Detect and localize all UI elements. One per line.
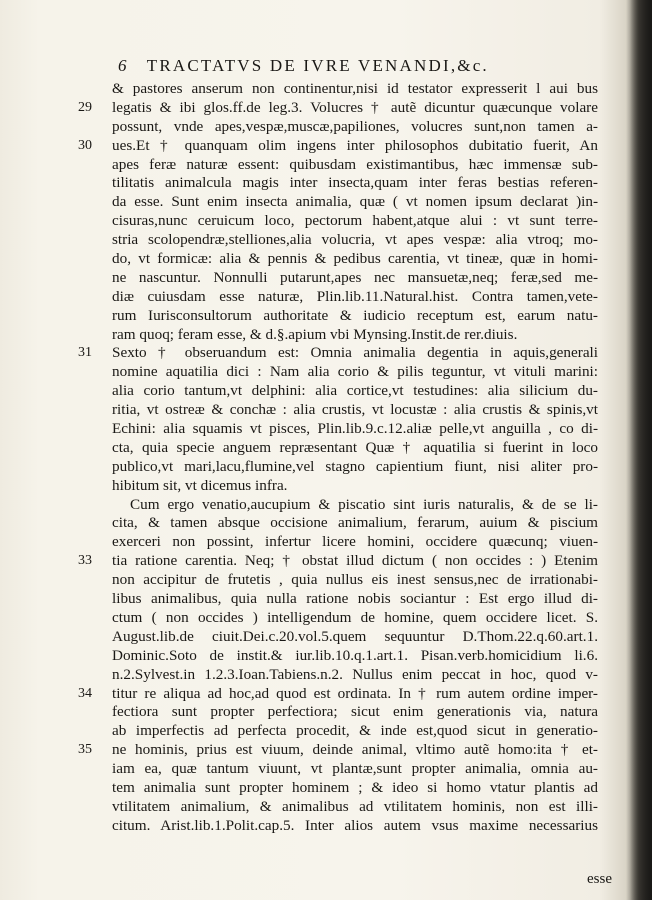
line-text: ritia, vt ostreæ & conchæ : alia crustis, vt locustæ : alia crustis & spinis,vt — [112, 401, 598, 419]
text-line — [78, 798, 618, 817]
text-line — [78, 269, 618, 288]
line-text: tilitatis animalcula magis inter insecta,quam inter feras bestias referen- — [112, 174, 598, 192]
line-text: tem animalia sunt propter hominem ; & ideo si homo vtatur plantis ad — [112, 778, 598, 796]
text-line — [78, 590, 618, 609]
text-line — [78, 118, 618, 137]
text-line — [78, 382, 618, 401]
text-line — [78, 363, 618, 382]
text-line — [78, 647, 618, 666]
text-line — [78, 628, 618, 647]
text-line — [78, 439, 618, 458]
line-text: rum Iurisconsultorum authoritate & iudicio receptum est, earum natu- — [112, 306, 598, 324]
line-text: tia ratione carentia. Neq; † obstat illud dictum ( non occides : ) Etenim — [112, 552, 598, 570]
line-text: Echini: alia squamis vt pisces, Plin.lib.9.c.12.aliæ pelle,vt anguilla , co di- — [112, 420, 598, 438]
catchword: esse — [587, 871, 612, 887]
margin-number: 35 — [78, 742, 92, 758]
text-line — [78, 496, 618, 515]
line-text: n.2.Sylvest.in 1.2.3.Ioan.Tabiens.n.2. Nullus enim peccat in hoc, quod v- — [112, 665, 598, 683]
line-text: stria scolopendræ,stelliones,alia volucria, vt apes vespæ: alia vtroq; mo- — [112, 231, 598, 249]
text-line — [78, 552, 618, 571]
line-text: & pastores anserum non continentur,nisi id testator expresserit l aui bus — [112, 80, 598, 97]
text-line — [78, 156, 618, 175]
text-line — [78, 307, 618, 326]
text-line — [78, 817, 618, 836]
line-text: fectiora sunt propter perfectiora; sicut enim generationis via, natura — [112, 703, 598, 721]
line-text: da esse. Sunt enim insecta animalia, quæ ( vt nomen ipsum declarat )in- — [112, 193, 598, 211]
line-text: legatis & ibi glos.ff.de leg.3. Volucres † autẽ dicuntur quæcunque volare — [112, 98, 598, 116]
margin-number: 31 — [78, 345, 92, 361]
text-line — [78, 458, 618, 477]
text-line — [78, 137, 618, 156]
line-text: publico,vt mari,lacu,flumine,vel stagno capientium fiunt, nisi aliter pro- — [112, 457, 598, 475]
text-line — [78, 99, 618, 118]
text-line — [78, 174, 618, 193]
line-text: iam ea, quæ tantum viuunt, vt plantæ,sunt propter animalia, omnia au- — [112, 760, 598, 778]
line-text: libus animalibus, quia nulla ratione nobis sociantur : Est ergo illud di- — [112, 590, 598, 608]
page-number: 6 — [118, 56, 128, 75]
text-line — [78, 741, 618, 760]
page-edge-shadow — [630, 0, 652, 900]
margin-number: 34 — [78, 685, 92, 701]
text-line — [78, 193, 618, 212]
text-line — [78, 609, 618, 628]
text-line — [78, 401, 618, 420]
line-text: vtilitatem animalium, & animalibus ad vtilitatem hominis, non est illi- — [112, 797, 598, 815]
line-text: alia corio tantum,vt delphini: alia cortice,vt testudines: alia silicium du- — [112, 382, 598, 400]
margin-number: 30 — [78, 137, 92, 153]
line-text: non accipitur de frutetis , quia nullus eis inest sensus,nec de irrationabi- — [112, 571, 598, 589]
line-text: cta, quia specie anguem repræsentant Quæ † aquatilia si fuerint in loco — [112, 438, 598, 456]
text-line — [78, 477, 618, 496]
line-text: exerceri non possint, infertur licere homini, occidere quæcunq; viuen- — [112, 533, 598, 551]
text-line — [78, 344, 618, 363]
running-header — [118, 56, 518, 78]
line-text: ab imperfectis ad perfecta procedit, & inde est,quod sicut in generatio- — [112, 722, 598, 740]
line-text: titur re aliqua ad hoc,ad quod est ordinata. In † rum autem ordine imper- — [112, 684, 598, 702]
text-line — [78, 420, 618, 439]
line-text: ram quoq; feram esse, & d.§.apium vbi Mynsing.Instit.de rer.diuis. — [112, 325, 518, 343]
text-line — [78, 231, 618, 250]
line-text: Sexto † obseruandum est: Omnia animalia degentia in aquis,generali — [112, 344, 598, 362]
line-text: Cum ergo venatio,aucupium & piscatio sint iuris naturalis, & de se li- — [130, 495, 598, 513]
line-text: do, vt formicæ: alia & pennis & pedibus carentia, vt tineæ, quæ in homi- — [112, 250, 598, 268]
line-text: citum. Arist.lib.1.Polit.cap.5. Inter alios autem vsus maxime necessarius — [112, 816, 598, 834]
text-line — [78, 514, 618, 533]
text-line — [78, 80, 618, 99]
text-line — [78, 571, 618, 590]
text-line — [78, 703, 618, 722]
text-line — [78, 326, 618, 345]
text-line — [78, 212, 618, 231]
line-text: ctum ( non occides ) intelligendum de homine, quem occidere licet. S. — [112, 608, 598, 626]
margin-number: 33 — [78, 553, 92, 569]
text-line — [78, 779, 618, 798]
line-text: apes feræ naturæ essent: quibusdam existimantibus, hæc immensæ sub- — [112, 155, 598, 173]
text-line — [78, 760, 618, 779]
text-line — [78, 685, 618, 704]
text-line — [78, 666, 618, 685]
text-line — [78, 533, 618, 552]
line-text: Dominic.Soto de instit.& iur.lib.10.q.1.art.1. Pisan.verb.homicidium li.6. — [112, 646, 598, 664]
text-block — [78, 80, 618, 836]
text-line — [78, 722, 618, 741]
line-text: ne hominis, prius est viuum, deinde animal, vltimo autẽ homo:ita † et- — [112, 741, 598, 759]
line-text: cisuras,nunc ceruicum loco, pectorum habent,atque alui : vt sunt terre- — [112, 212, 598, 230]
text-line — [78, 250, 618, 269]
line-text: ues.Et † quanquam olim ingens inter philosophos dubitatio fuerit, An — [112, 136, 598, 154]
line-text: nomine aquatilia dici : Nam alia corio & pilis teguntur, vt vituli marini: — [112, 363, 598, 381]
line-text: cita, & tamen absque occisione animalium, ferarum, auium & piscium — [112, 514, 598, 532]
line-text: hibitum sit, vt dicemus infra. — [112, 476, 288, 494]
line-text: ne nascuntur. Nonnulli putarunt,apes nec mansuetæ,neq; feræ,sed me- — [112, 268, 598, 286]
line-text: August.lib.de ciuit.Dei.c.20.vol.5.quem sequuntur D.Thom.22.q.60.art.1. — [112, 627, 598, 645]
line-text: diæ cuiusdam esse naturæ, Plin.lib.11.Natural.hist. Contra tamen,vete- — [112, 287, 598, 305]
text-line — [78, 288, 618, 307]
running-head-title: TRACTATVS DE IVRE VENANDI,&c. — [146, 56, 489, 75]
margin-number: 29 — [78, 99, 92, 115]
line-text: possunt, vnde apes,vespæ,muscæ,papiliones, volucres sunt,non tamen a- — [112, 117, 598, 135]
